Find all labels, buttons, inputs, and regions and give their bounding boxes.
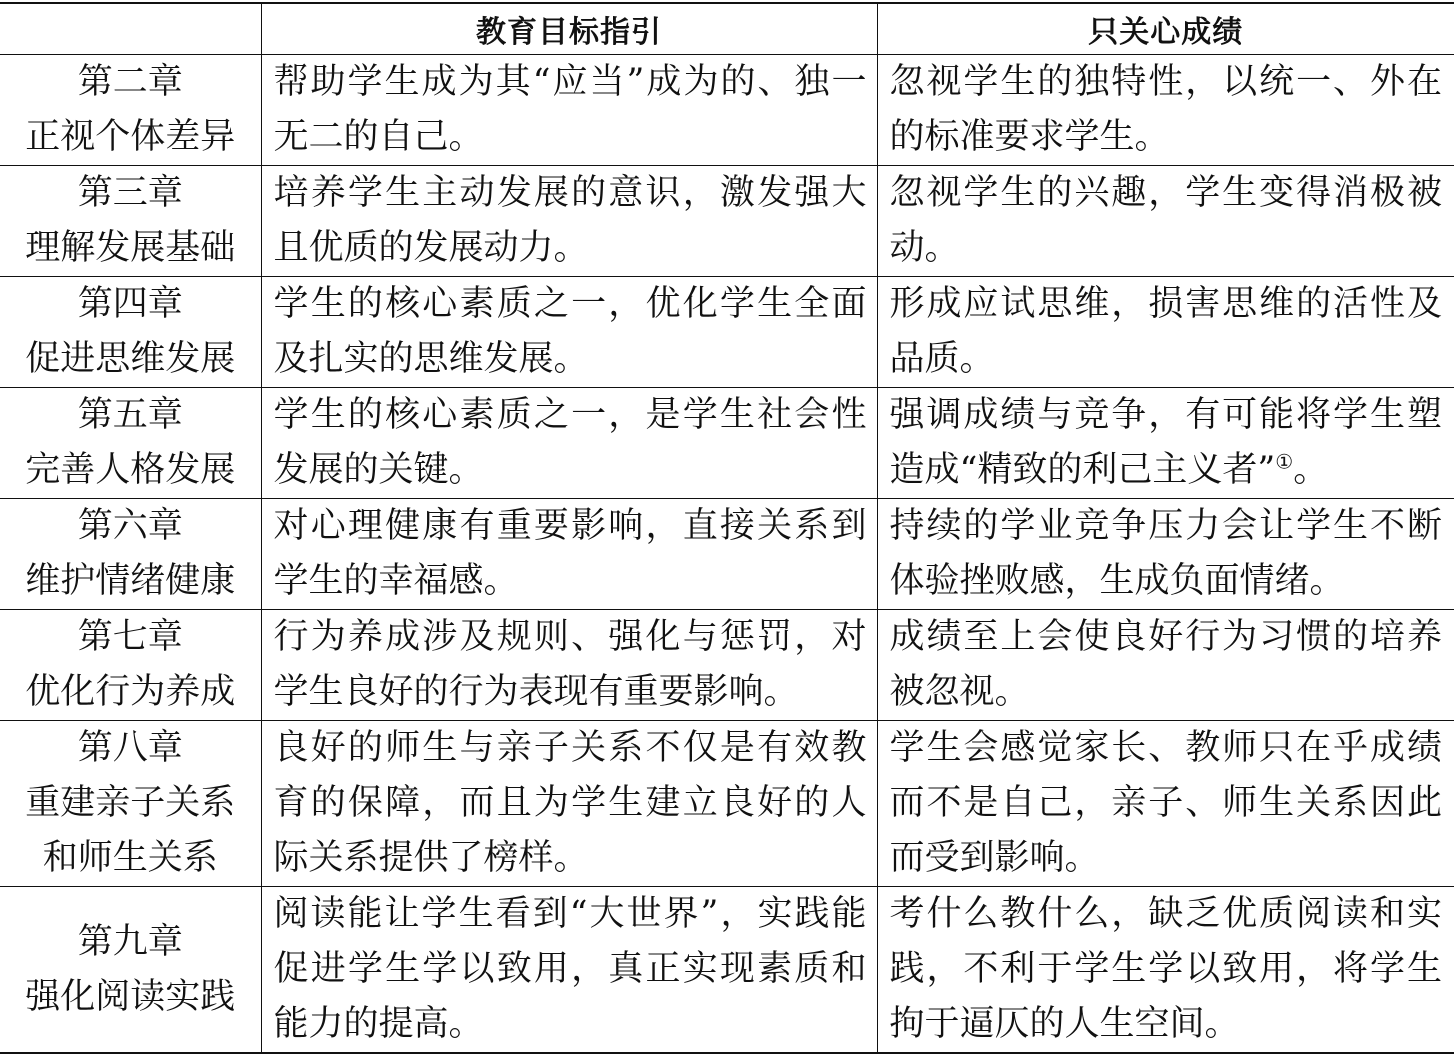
table-row xyxy=(0,887,1454,1054)
chapter-topic: 正视个体差异 xyxy=(25,117,236,157)
comparison-table xyxy=(0,2,1454,1054)
guidance-cell: 学生的核心素质之一，优化学生全面及扎实的思维发展。 xyxy=(261,277,877,388)
grades-only-cell: 学生会感觉家长、教师只在乎成绩而不是自己，亲子、师生关系因此而受到影响。 xyxy=(877,721,1454,887)
guidance-cell: 帮助学生成为其“应当”成为的、独一无二的自己。 xyxy=(261,55,877,166)
chapter-topic: 促进思维发展 xyxy=(25,339,236,379)
header-grades-only: 只关心成绩 xyxy=(877,3,1454,55)
chapter-cell xyxy=(0,55,261,166)
chapter-number: 第九章 xyxy=(77,921,183,962)
chapter-topic: 优化行为养成 xyxy=(25,672,236,712)
table-row xyxy=(0,610,1454,721)
chapter-topic: 维护情绪健康 xyxy=(25,561,236,601)
sentence-end: 。 xyxy=(1293,450,1329,490)
chapter-cell xyxy=(0,166,261,277)
table-row xyxy=(0,721,1454,887)
chapter-number: 第五章 xyxy=(77,395,183,435)
table-row xyxy=(0,277,1454,388)
grades-only-cell xyxy=(877,388,1454,499)
chapter-number: 第七章 xyxy=(77,617,183,657)
chapter-number: 第四章 xyxy=(77,284,183,324)
grades-only-cell: 忽视学生的独特性，以统一、外在的标准要求学生。 xyxy=(877,55,1454,166)
chapter-cell xyxy=(0,277,261,388)
chapter-cell xyxy=(0,388,261,499)
chapter-topic: 理解发展基础 xyxy=(25,228,236,268)
chapter-topic: 重建亲子关系 xyxy=(25,783,236,823)
guidance-cell: 阅读能让学生看到“大世界”，实践能促进学生学以致用，真正实现素质和能力的提高。 xyxy=(261,887,877,1054)
chapter-topic: 强化阅读实践 xyxy=(25,976,236,1017)
table-row xyxy=(0,55,1454,166)
chapter-topic: 和师生关系 xyxy=(42,838,218,878)
grades-only-cell: 忽视学生的兴趣，学生变得消极被动。 xyxy=(877,166,1454,277)
chapter-number: 第六章 xyxy=(77,506,183,546)
chapter-number: 第二章 xyxy=(77,62,183,102)
grades-only-cell: 成绩至上会使良好行为习惯的培养被忽视。 xyxy=(877,610,1454,721)
table-row xyxy=(0,166,1454,277)
grades-only-cell: 持续的学业竞争压力会让学生不断体验挫败感，生成负面情绪。 xyxy=(877,499,1454,610)
guidance-cell: 培养学生主动发展的意识，激发强大且优质的发展动力。 xyxy=(261,166,877,277)
chapter-topic: 完善人格发展 xyxy=(25,450,236,490)
footnote-marker[interactable]: ① xyxy=(1275,449,1294,474)
header-row xyxy=(0,3,1454,55)
chapter-cell xyxy=(0,610,261,721)
grades-only-cell: 形成应试思维，损害思维的活性及品质。 xyxy=(877,277,1454,388)
chapter-cell xyxy=(0,721,261,887)
chapter-number: 第三章 xyxy=(77,173,183,213)
header-chapter xyxy=(0,3,261,55)
chapter-cell xyxy=(0,887,261,1054)
guidance-cell: 学生的核心素质之一，是学生社会性发展的关键。 xyxy=(261,388,877,499)
table-row xyxy=(0,499,1454,610)
grades-only-text: 强调成绩与竞争，有可能将学生塑造成“精致的利己主义者” xyxy=(889,395,1442,490)
guidance-cell: 对心理健康有重要影响，直接关系到学生的幸福感。 xyxy=(261,499,877,610)
guidance-cell: 行为养成涉及规则、强化与惩罚，对学生良好的行为表现有重要影响。 xyxy=(261,610,877,721)
grades-only-cell: 考什么教什么，缺乏优质阅读和实践，不利于学生学以致用，将学生拘于逼仄的人生空间。 xyxy=(877,887,1454,1054)
table-row xyxy=(0,388,1454,499)
guidance-cell: 良好的师生与亲子关系不仅是有效教育的保障，而且为学生建立良好的人际关系提供了榜样。 xyxy=(261,721,877,887)
header-guidance: 教育目标指引 xyxy=(261,3,877,55)
chapter-cell xyxy=(0,499,261,610)
chapter-number: 第八章 xyxy=(77,728,183,768)
